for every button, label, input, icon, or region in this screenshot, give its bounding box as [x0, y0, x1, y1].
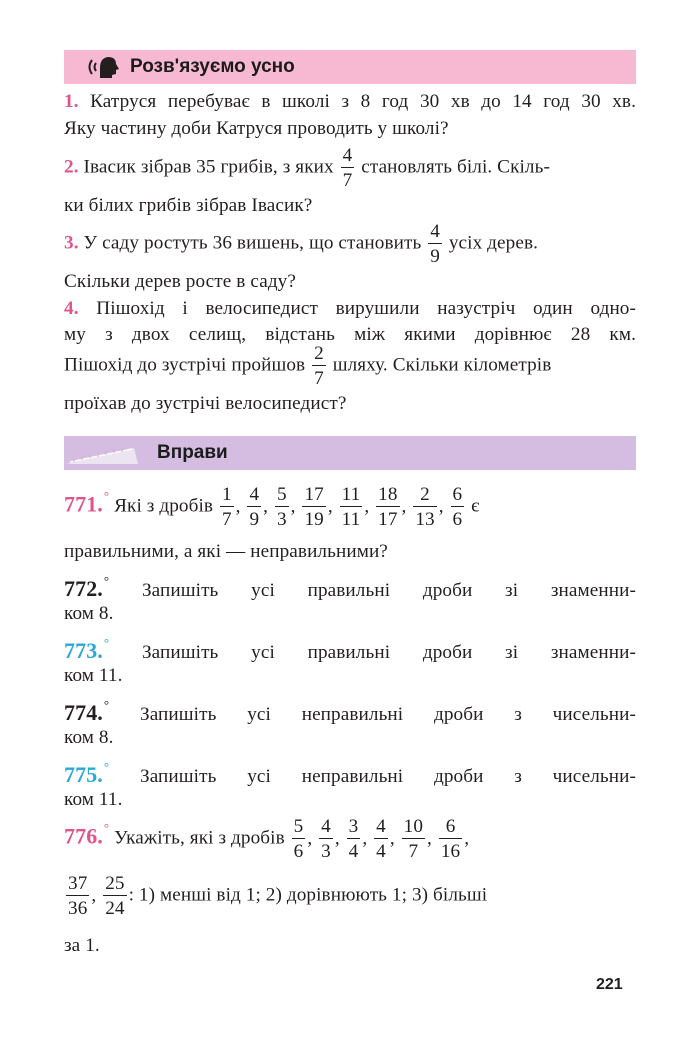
problem-text: шляху. Скільки кілометрів [332, 354, 552, 376]
fraction: $\frac{4}{7}$ [342, 145, 353, 192]
fraction: $\frac{6}{16}$ [440, 816, 461, 863]
speaking-head-icon [84, 52, 124, 82]
fraction: $\frac{4}{9}$ [430, 221, 440, 268]
page-number: 221 [596, 976, 623, 993]
exercise-text: ком 8. [64, 603, 114, 624]
exercise-text: правильними, а які — неправильними? [64, 541, 388, 562]
problem-text: У саду ростуть 36 вишень, що становить [83, 232, 422, 254]
fraction: $\frac{18}{17}$ [378, 484, 398, 531]
problem-number: 1. [64, 91, 79, 112]
exercise-number: 776. [64, 823, 103, 849]
problem-text: Івасик зібрав 35 грибів, з яких [83, 156, 334, 178]
exercise-number: 773. [64, 638, 103, 663]
oral-section-title: Розв'язуємо усно [130, 56, 295, 77]
problem-text: Яку частину доби Катруся проводить у школі? [64, 118, 449, 139]
exercise-text: Укажіть, які з дробів [114, 827, 285, 849]
exercise-text: Запишіть усі неправильні дроби з чисельни- [139, 704, 636, 725]
fraction: $\frac{5}{6}$ [293, 816, 304, 863]
fraction: $\frac{2}{7}$ [314, 343, 324, 390]
problem-text: Скільки дерев росте в саду? [64, 271, 296, 292]
fraction: $\frac{4}{3}$ [321, 816, 331, 863]
problem-number: 2. [64, 156, 79, 178]
fraction: $\frac{2}{13}$ [415, 484, 435, 531]
exercise-text: ком 11. [64, 789, 123, 810]
fraction-list: $\frac{1}{7}$ , $\frac{4}{9}$ , $\frac{5}{3}$ , $\frac{17}{19}$ , $\frac{11}{11}$ , $\frac{18}{17}$ , $\frac{2}{13}$ , $\frac{6}{6}$ [221, 484, 463, 531]
exercise-number: 772. [64, 576, 103, 601]
exercises-section-title: Вправи [157, 442, 228, 463]
problem-number: 4. [64, 298, 79, 319]
exercise-text: Запишіть усі правильні дроби зі знаменни- [141, 580, 636, 601]
fraction-list: $\frac{37}{36}$ , $\frac{25}{24}$ [68, 873, 125, 920]
exercise-text: за 1. [64, 935, 100, 956]
fraction: $\frac{5}{3}$ [276, 484, 287, 531]
exercise-text: Які з дробів [114, 495, 214, 517]
fraction: $\frac{10}{7}$ [403, 816, 424, 863]
ruler-icon [64, 438, 144, 468]
exercise-number: 771. [64, 491, 103, 517]
fraction: $\frac{1}{7}$ [221, 484, 232, 531]
problem-number: 3. [64, 232, 79, 254]
fraction: $\frac{25}{24}$ [105, 873, 125, 920]
fraction: $\frac{6}{6}$ [452, 484, 463, 531]
fraction: $\frac{4}{4}$ [376, 816, 386, 863]
fraction: $\frac{3}{4}$ [348, 816, 359, 863]
exercise-text: Запишіть усі неправильні дроби з чисельни- [139, 766, 636, 787]
fraction: $\frac{17}{19}$ [304, 484, 324, 531]
problem-text: усіх дерев. [448, 232, 539, 254]
exercise-number: 774. [64, 700, 103, 725]
exercise-text: є [471, 495, 480, 517]
problem-text: Пішохід і велосипедист вирушили назустріч один одно- [96, 298, 636, 319]
exercise-text: : 1) менші від 1; 2) дорівнюють 1; 3) більші [128, 884, 488, 906]
exercise-text: ком 11. [64, 665, 123, 686]
fraction: $\frac{11}{11}$ [341, 484, 361, 531]
problem-text: Катруся перебуває в школі з 8 год 30 хв до 14 год 30 хв. [90, 91, 636, 112]
oral-section-header [64, 50, 636, 84]
fraction: $\frac{4}{9}$ [249, 484, 260, 531]
fraction: $\frac{37}{36}$ [68, 873, 88, 920]
problem-text: становлять білі. Скіль- [361, 156, 550, 178]
exercise-text: ком 8. [64, 727, 114, 748]
exercises-section-header [64, 436, 636, 470]
problem-text: ки білих грибів зібрав Івасик? [64, 195, 313, 216]
problem-text: му з двох селищ, відстань між якими дорівнює 28 км. [64, 324, 636, 345]
fraction-list: $\frac{5}{6}$ , $\frac{4}{3}$ , $\frac{3}{4}$ , $\frac{4}{4}$ , $\frac{10}{7}$ , $\frac{6}{16}$ , [293, 816, 470, 863]
exercise-number: 775. [64, 762, 103, 787]
problem-text: Пішохід до зустрічі пройшов [64, 354, 306, 376]
problem-text: проїхав до зустрічі велосипедист? [64, 393, 347, 414]
exercise-text: Запишіть усі правильні дроби зі знаменни- [141, 642, 636, 663]
